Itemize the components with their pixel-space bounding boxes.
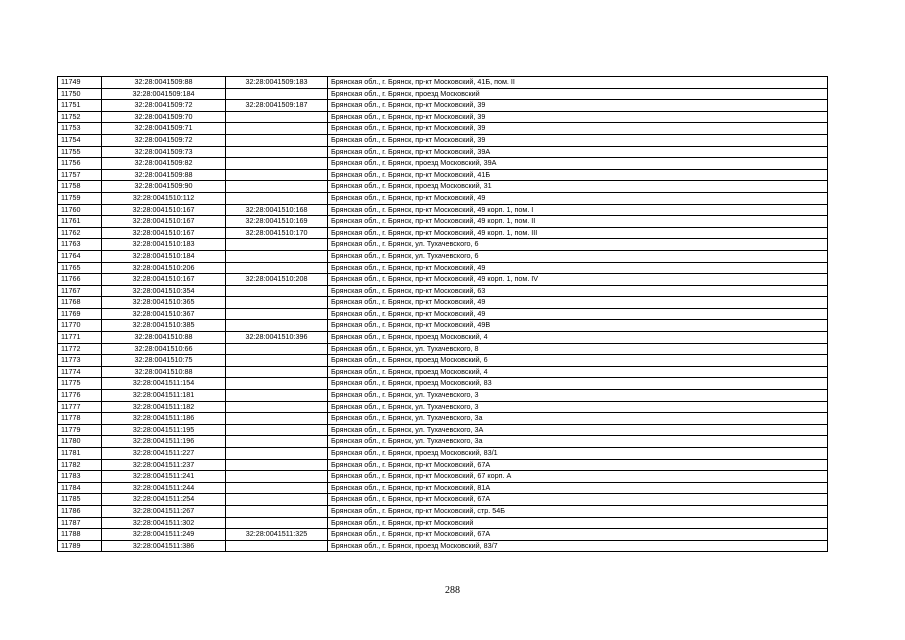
- object-cadastral-number-cell: [226, 320, 328, 332]
- table-row: [58, 517, 828, 529]
- table-row: [58, 285, 828, 297]
- object-cadastral-number-cell: [226, 192, 328, 204]
- cadastral-number-cell: 32:28:0041510:88: [102, 332, 226, 344]
- table-row: [58, 134, 828, 146]
- cadastral-number-cell: 32:28:0041510:184: [102, 250, 226, 262]
- table-row: [58, 192, 828, 204]
- address-cell: Брянская обл., г. Брянск, пр-кт Московский, 67А: [328, 529, 828, 541]
- address-cell: Брянская обл., г. Брянск, проезд Московский, 31: [328, 181, 828, 193]
- cadastral-number-cell: 32:28:0041510:385: [102, 320, 226, 332]
- object-cadastral-number-cell: [226, 355, 328, 367]
- cadastral-number-cell: 32:28:0041510:112: [102, 192, 226, 204]
- table-row: [58, 227, 828, 239]
- object-cadastral-number-cell: [226, 134, 328, 146]
- cadastral-number-cell: 32:28:0041510:66: [102, 343, 226, 355]
- row-number-cell: 11787: [58, 517, 102, 529]
- row-number-cell: 11789: [58, 540, 102, 552]
- table-row: [58, 459, 828, 471]
- row-number-cell: 11783: [58, 471, 102, 483]
- object-cadastral-number-cell: [226, 482, 328, 494]
- cadastral-number-cell: 32:28:0041511:386: [102, 540, 226, 552]
- address-cell: Брянская обл., г. Брянск, пр-кт Московский, 49В: [328, 320, 828, 332]
- row-number-cell: 11779: [58, 424, 102, 436]
- table-row: [58, 390, 828, 402]
- row-number-cell: 11775: [58, 378, 102, 390]
- row-number-cell: 11755: [58, 146, 102, 158]
- row-number-cell: 11772: [58, 343, 102, 355]
- address-cell: Брянская обл., г. Брянск, проезд Московский, 4: [328, 366, 828, 378]
- object-cadastral-number-cell: 32:28:0041510:396: [226, 332, 328, 344]
- address-cell: Брянская обл., г. Брянск, пр-кт Московский, 39А: [328, 146, 828, 158]
- cadastral-number-cell: 32:28:0041510:367: [102, 308, 226, 320]
- address-cell: Брянская обл., г. Брянск, пр-кт Московский, 67А: [328, 494, 828, 506]
- row-number-cell: 11784: [58, 482, 102, 494]
- cadastral-number-cell: 32:28:0041510:167: [102, 204, 226, 216]
- cadastral-number-cell: 32:28:0041509:71: [102, 123, 226, 135]
- address-cell: Брянская обл., г. Брянск, пр-кт Московский, 49 корп. 1, пом. IV: [328, 274, 828, 286]
- row-number-cell: 11753: [58, 123, 102, 135]
- cadastral-number-cell: 32:28:0041509:72: [102, 134, 226, 146]
- object-cadastral-number-cell: [226, 297, 328, 309]
- cadastral-number-cell: 32:28:0041509:90: [102, 181, 226, 193]
- address-cell: Брянская обл., г. Брянск, ул. Тухачевского, 3: [328, 390, 828, 402]
- address-cell: Брянская обл., г. Брянск, пр-кт Московский: [328, 517, 828, 529]
- object-cadastral-number-cell: [226, 424, 328, 436]
- address-cell: Брянская обл., г. Брянск, пр-кт Московский, стр. 54Б: [328, 505, 828, 517]
- table-row: [58, 424, 828, 436]
- row-number-cell: 11780: [58, 436, 102, 448]
- row-number-cell: 11768: [58, 297, 102, 309]
- object-cadastral-number-cell: [226, 146, 328, 158]
- table-row: [58, 204, 828, 216]
- object-cadastral-number-cell: [226, 250, 328, 262]
- cadastral-number-cell: 32:28:0041510:354: [102, 285, 226, 297]
- object-cadastral-number-cell: [226, 308, 328, 320]
- address-cell: Брянская обл., г. Брянск, пр-кт Московский, 39: [328, 100, 828, 112]
- object-cadastral-number-cell: [226, 540, 328, 552]
- object-cadastral-number-cell: 32:28:0041509:183: [226, 77, 328, 89]
- address-cell: Брянская обл., г. Брянск, пр-кт Московский, 39: [328, 123, 828, 135]
- cadastral-registry-table: [57, 76, 828, 552]
- cadastral-number-cell: 32:28:0041510:365: [102, 297, 226, 309]
- table-row: [58, 413, 828, 425]
- cadastral-number-cell: 32:28:0041511:181: [102, 390, 226, 402]
- row-number-cell: 11752: [58, 111, 102, 123]
- object-cadastral-number-cell: 32:28:0041511:325: [226, 529, 328, 541]
- address-cell: Брянская обл., г. Брянск, пр-кт Московский, 39: [328, 111, 828, 123]
- address-cell: Брянская обл., г. Брянск, пр-кт Московский, 49 корп. 1, пом. II: [328, 216, 828, 228]
- address-cell: Брянская обл., г. Брянск, проезд Московский, 4: [328, 332, 828, 344]
- address-cell: Брянская обл., г. Брянск, пр-кт Московский, 67 корп. А: [328, 471, 828, 483]
- object-cadastral-number-cell: 32:28:0041510:169: [226, 216, 328, 228]
- row-number-cell: 11771: [58, 332, 102, 344]
- object-cadastral-number-cell: [226, 262, 328, 274]
- row-number-cell: 11769: [58, 308, 102, 320]
- table-body: [58, 77, 828, 552]
- table-row: [58, 297, 828, 309]
- object-cadastral-number-cell: [226, 494, 328, 506]
- cadastral-number-cell: 32:28:0041509:72: [102, 100, 226, 112]
- cadastral-number-cell: 32:28:0041510:206: [102, 262, 226, 274]
- object-cadastral-number-cell: [226, 390, 328, 402]
- object-cadastral-number-cell: [226, 158, 328, 170]
- row-number-cell: 11751: [58, 100, 102, 112]
- cadastral-number-cell: 32:28:0041509:184: [102, 88, 226, 100]
- cadastral-number-cell: 32:28:0041511:249: [102, 529, 226, 541]
- table-row: [58, 332, 828, 344]
- address-cell: Брянская обл., г. Брянск, ул. Тухачевского, 3а: [328, 436, 828, 448]
- address-cell: Брянская обл., г. Брянск, пр-кт Московский, 67А: [328, 459, 828, 471]
- table-row: [58, 77, 828, 89]
- row-number-cell: 11760: [58, 204, 102, 216]
- object-cadastral-number-cell: [226, 505, 328, 517]
- address-cell: Брянская обл., г. Брянск, проезд Московский, 39А: [328, 158, 828, 170]
- address-cell: Брянская обл., г. Брянск, пр-кт Московский, 49: [328, 262, 828, 274]
- row-number-cell: 11756: [58, 158, 102, 170]
- cadastral-number-cell: 32:28:0041511:237: [102, 459, 226, 471]
- row-number-cell: 11778: [58, 413, 102, 425]
- object-cadastral-number-cell: [226, 181, 328, 193]
- row-number-cell: 11782: [58, 459, 102, 471]
- table-row: [58, 181, 828, 193]
- table-row: [58, 320, 828, 332]
- table-row: [58, 494, 828, 506]
- cadastral-number-cell: 32:28:0041510:183: [102, 239, 226, 251]
- table-row: [58, 146, 828, 158]
- address-cell: Брянская обл., г. Брянск, проезд Московский, 83/1: [328, 448, 828, 460]
- object-cadastral-number-cell: [226, 111, 328, 123]
- object-cadastral-number-cell: [226, 123, 328, 135]
- address-cell: Брянская обл., г. Брянск, ул. Тухачевского, 6: [328, 239, 828, 251]
- row-number-cell: 11763: [58, 239, 102, 251]
- address-cell: Брянская обл., г. Брянск, пр-кт Московский, 41Б, пом. II: [328, 77, 828, 89]
- object-cadastral-number-cell: [226, 88, 328, 100]
- address-cell: Брянская обл., г. Брянск, проезд Московский, 83: [328, 378, 828, 390]
- object-cadastral-number-cell: [226, 517, 328, 529]
- row-number-cell: 11770: [58, 320, 102, 332]
- table-row: [58, 471, 828, 483]
- address-cell: Брянская обл., г. Брянск, проезд Московский, 83/7: [328, 540, 828, 552]
- object-cadastral-number-cell: [226, 343, 328, 355]
- cadastral-number-cell: 32:28:0041511:154: [102, 378, 226, 390]
- object-cadastral-number-cell: 32:28:0041510:208: [226, 274, 328, 286]
- address-cell: Брянская обл., г. Брянск, пр-кт Московский, 81А: [328, 482, 828, 494]
- address-cell: Брянская обл., г. Брянск, пр-кт Московский, 49 корп. 1, пом. I: [328, 204, 828, 216]
- address-cell: Брянская обл., г. Брянск, пр-кт Московский, 63: [328, 285, 828, 297]
- table-row: [58, 216, 828, 228]
- cadastral-number-cell: 32:28:0041510:75: [102, 355, 226, 367]
- address-cell: Брянская обл., г. Брянск, ул. Тухачевского, 6: [328, 250, 828, 262]
- row-number-cell: 11774: [58, 366, 102, 378]
- address-cell: Брянская обл., г. Брянск, пр-кт Московский, 49: [328, 308, 828, 320]
- table-row: [58, 111, 828, 123]
- row-number-cell: 11765: [58, 262, 102, 274]
- row-number-cell: 11750: [58, 88, 102, 100]
- table-row: [58, 529, 828, 541]
- object-cadastral-number-cell: 32:28:0041509:187: [226, 100, 328, 112]
- row-number-cell: 11788: [58, 529, 102, 541]
- row-number-cell: 11758: [58, 181, 102, 193]
- row-number-cell: 11761: [58, 216, 102, 228]
- object-cadastral-number-cell: [226, 169, 328, 181]
- object-cadastral-number-cell: [226, 459, 328, 471]
- row-number-cell: 11781: [58, 448, 102, 460]
- row-number-cell: 11777: [58, 401, 102, 413]
- table-row: [58, 158, 828, 170]
- object-cadastral-number-cell: [226, 471, 328, 483]
- table-row: [58, 169, 828, 181]
- object-cadastral-number-cell: 32:28:0041510:168: [226, 204, 328, 216]
- cadastral-number-cell: 32:28:0041509:70: [102, 111, 226, 123]
- row-number-cell: 11776: [58, 390, 102, 402]
- cadastral-number-cell: 32:28:0041509:82: [102, 158, 226, 170]
- table-row: [58, 100, 828, 112]
- cadastral-number-cell: 32:28:0041511:267: [102, 505, 226, 517]
- address-cell: Брянская обл., г. Брянск, пр-кт Московский, 49: [328, 192, 828, 204]
- table-row: [58, 239, 828, 251]
- table-row: [58, 343, 828, 355]
- table-row: [58, 308, 828, 320]
- table-row: [58, 401, 828, 413]
- cadastral-number-cell: 32:28:0041509:73: [102, 146, 226, 158]
- cadastral-number-cell: 32:28:0041511:244: [102, 482, 226, 494]
- cadastral-number-cell: 32:28:0041511:302: [102, 517, 226, 529]
- cadastral-number-cell: 32:28:0041511:186: [102, 413, 226, 425]
- cadastral-number-cell: 32:28:0041510:167: [102, 216, 226, 228]
- cadastral-number-cell: 32:28:0041511:227: [102, 448, 226, 460]
- address-cell: Брянская обл., г. Брянск, пр-кт Московский, 41Б: [328, 169, 828, 181]
- object-cadastral-number-cell: [226, 436, 328, 448]
- table-row: [58, 88, 828, 100]
- object-cadastral-number-cell: [226, 366, 328, 378]
- object-cadastral-number-cell: [226, 285, 328, 297]
- row-number-cell: 11786: [58, 505, 102, 517]
- object-cadastral-number-cell: [226, 413, 328, 425]
- row-number-cell: 11757: [58, 169, 102, 181]
- row-number-cell: 11766: [58, 274, 102, 286]
- table-row: [58, 482, 828, 494]
- cadastral-number-cell: 32:28:0041511:182: [102, 401, 226, 413]
- address-cell: Брянская обл., г. Брянск, ул. Тухачевского, 3а: [328, 413, 828, 425]
- table-row: [58, 378, 828, 390]
- address-cell: Брянская обл., г. Брянск, пр-кт Московский, 49 корп. 1, пом. III: [328, 227, 828, 239]
- row-number-cell: 11764: [58, 250, 102, 262]
- cadastral-number-cell: 32:28:0041511:254: [102, 494, 226, 506]
- table-row: [58, 355, 828, 367]
- cadastral-number-cell: 32:28:0041509:88: [102, 77, 226, 89]
- cadastral-number-cell: 32:28:0041511:195: [102, 424, 226, 436]
- address-cell: Брянская обл., г. Брянск, ул. Тухачевского, 3: [328, 401, 828, 413]
- table-row: [58, 250, 828, 262]
- object-cadastral-number-cell: [226, 378, 328, 390]
- cadastral-number-cell: 32:28:0041510:167: [102, 274, 226, 286]
- table-row: [58, 123, 828, 135]
- table-row: [58, 505, 828, 517]
- row-number-cell: 11754: [58, 134, 102, 146]
- table-row: [58, 274, 828, 286]
- object-cadastral-number-cell: [226, 239, 328, 251]
- address-cell: Брянская обл., г. Брянск, пр-кт Московский, 39: [328, 134, 828, 146]
- row-number-cell: 11773: [58, 355, 102, 367]
- row-number-cell: 11785: [58, 494, 102, 506]
- address-cell: Брянская обл., г. Брянск, ул. Тухачевского, 3А: [328, 424, 828, 436]
- cadastral-number-cell: 32:28:0041510:88: [102, 366, 226, 378]
- row-number-cell: 11749: [58, 77, 102, 89]
- cadastral-number-cell: 32:28:0041511:241: [102, 471, 226, 483]
- cadastral-number-cell: 32:28:0041509:88: [102, 169, 226, 181]
- table-row: [58, 262, 828, 274]
- table-row: [58, 436, 828, 448]
- address-cell: Брянская обл., г. Брянск, проезд Московский, 6: [328, 355, 828, 367]
- page-number: 288: [445, 585, 460, 596]
- address-cell: Брянская обл., г. Брянск, проезд Московский: [328, 88, 828, 100]
- row-number-cell: 11759: [58, 192, 102, 204]
- row-number-cell: 11762: [58, 227, 102, 239]
- cadastral-number-cell: 32:28:0041510:167: [102, 227, 226, 239]
- address-cell: Брянская обл., г. Брянск, пр-кт Московский, 49: [328, 297, 828, 309]
- table-row: [58, 540, 828, 552]
- table-row: [58, 366, 828, 378]
- object-cadastral-number-cell: [226, 401, 328, 413]
- row-number-cell: 11767: [58, 285, 102, 297]
- address-cell: Брянская обл., г. Брянск, ул. Тухачевского, 8: [328, 343, 828, 355]
- object-cadastral-number-cell: 32:28:0041510:170: [226, 227, 328, 239]
- object-cadastral-number-cell: [226, 448, 328, 460]
- cadastral-number-cell: 32:28:0041511:196: [102, 436, 226, 448]
- table-row: [58, 448, 828, 460]
